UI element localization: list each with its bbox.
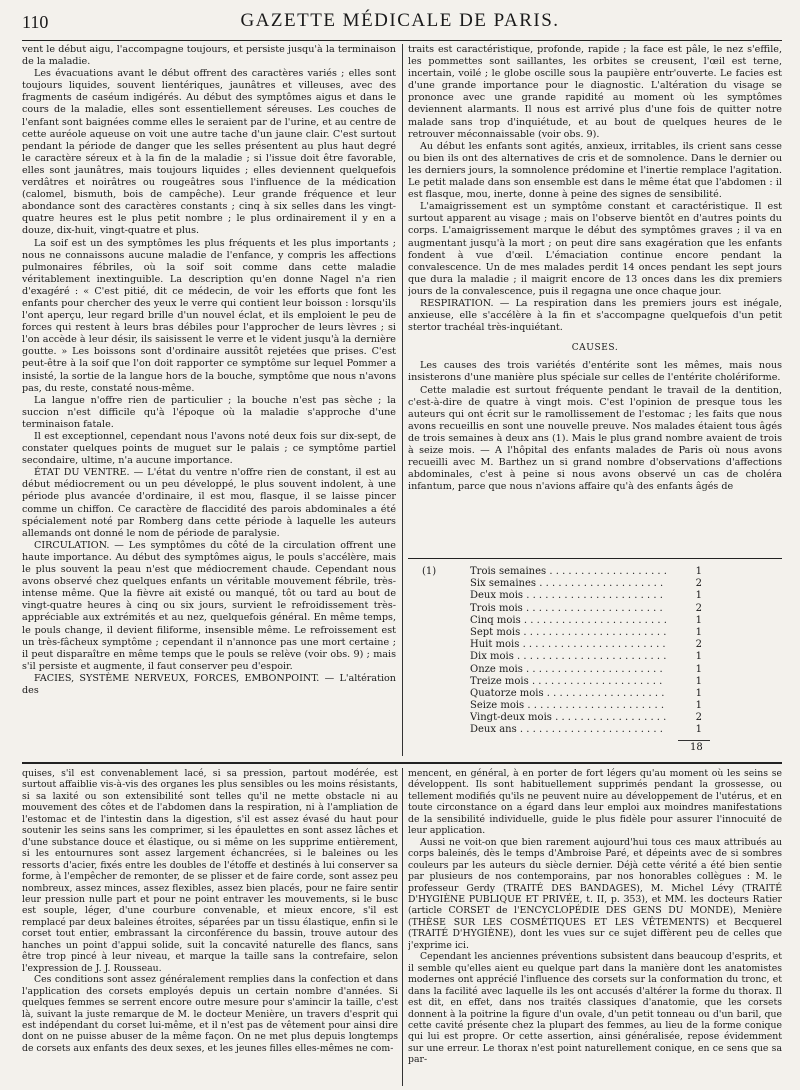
paragraph: Les évacuations avant le début offrent des caractères variés ; elles sont toujours liquides, souvent lientériques, jaunâtres et villeuses, avec des fragments de caséum indigérés. Au début des symptômes aigus et dans le cours de la maladie, elles sont essentiellement séreuses. Les couches de l'enfant sont baignées comme elles le seraient par de l'urine, et au centre de cette auréole aqueuse on voit une autre tache d'un jaune clair. C'est surtout pendant la période de danger que les selles présentent au plus haut degré le caractère séreux et à la fin de la maladie ; si l'issue doit être favorable, elles sont jaunâtres, mais toujours liquides ; elles deviennent quelquefois verdâtres et noirâtres ou rougeâtres sous l'influence de la médication (calomel, bismuth, bois de campêche). Leur grande fréquence et leur abondance sont des caractères constants ; cinq à six selles dans les vingt-quatre heures est le plus petit nombre ; le plus ordinairement il y en a douze, dix-huit, vingt-quatre et plus. — [22, 68, 396, 237]
column-divider — [402, 44, 403, 756]
paragraph: Au début les enfants sont agités, anxieux, irritables, ils crient sans cesse ou bien ils ont des alternatives de cris et de somnolence. Dans le dernier ou les derniers jours, la somnolence prédomine et l'inertie remplace l'agitation. Le petit malade dans son ensemble est dans le même état que l'abdomen : il est flasque, mou, inerte, donne à peine des signes de sensibilité. — [408, 140, 782, 201]
section-rule — [22, 762, 782, 764]
header-rule — [22, 40, 782, 41]
age-table — [422, 566, 722, 737]
right-column — [408, 44, 782, 554]
paragraph: CIRCULATION. — Les symptômes du côté de la circulation offrent une haute importance. Au début des symptômes aigus, le pouls s'accélère, mais le plus souvent la peau n'est que médiocrement chaude. Cependant nous avons observé chez quelques enfants un véritable mouvement fébrile, très-intense même. Que la fièvre ait existé ou manqué, tôt ou tard au bout de vingt-quatre heures à cinq ou six jours, survient le refroidissement très-appréciable aux extrémités et au nez, quelquefois général. En même temps, le pouls change, il devient filiforme, insensible même. Le refroissement est un très-fâcheux symptôme ; cependant il n'annonce pas une mort certaine ; il peut disparaître en même temps que le pouls se relève (voir obs. 9) ; mais s'il persiste et augmente, il faut conserver peu d'espoir. — [22, 539, 396, 672]
paragraph: vent le début aigu, l'accompagne toujours, et persiste jusqu'à la terminaison de la maladie. — [22, 44, 396, 68]
table-row: Trois semaines . . . 1 — [422, 566, 722, 578]
paragraph: Cette maladie est surtout fréquente pendant le travail de la dentition, c'est-à-dire de quatre à vingt mois. C'est l'opinion de presque tous les auteurs qui ont écrit sur le ramollissement de l'estomac ; les faits que nous avons recueillis en sont une nouvelle preuve. Nos malades étaient tous âgés de trois semaines à deux ans (1). Mais le plus grand nombre avaient de trois à seize mois. — A l'hôpital des enfants malades de Paris où nous avons recueilli avec M. Barthez un si grand nombre d'observations d'affections abdominales, c'est à peine si nous avons observé un cas de choléra infantum, parce que nous n'avions affaire qu'à des enfants âgés de — [408, 384, 782, 493]
paragraph: Aussi ne voit-on que bien rarement aujourd'hui tous ces maux attribués au corps baleinés, dès le temps d'Ambroise Paré, et dépeints avec de si sombres couleurs par les auteurs du siècle dernier. Déjà cette vérité a été bien sentie par plusieurs de nos contemporains, par nos honorables collègues : M. le professeur Gerdy (TRAITÉ DES BANDAGES), M. Michel Lévy (TRAITÉ D'HYGIÈNE PUBLIQUE ET PRIVÉE, t. II, p. 353), et MM. les docteurs Ratier (article CORSET de l'ENCYCLOPÉDIE DES GENS DU MONDE), Menière (THÈSE SUR LES COSMÉTIQUES ET LES VÊTEMENTS) et Becquerel (TRAITÉ D'HYGIÈNE), dont les vues sur ce sujet diffèrent peu de celles que j'exprime ici. — [408, 836, 782, 951]
paragraph: mencent, en général, à en porter de fort légers qu'au moment où les seins se développent. Ils sont habituellement supprimés pendant la grossesse, ou tellement modifiés qu'ils ne peuvent nuire au développement de l'utérus, et en toute circonstance on a égard dans leur emploi aux moindres manifestations de la sensibilité individuelle, guide le plus fidèle pour assurer l'innocuité de leur application. — [408, 768, 782, 837]
table-row: Six semaines . . . 2 — [422, 578, 722, 590]
paragraph: RESPIRATION. — La respiration dans les premiers jours est inégale, anxieuse, elle s'accélère à la fin et s'accompagne quelquefois d'un petit stertor trachéal très-inquiétant. — [408, 297, 782, 334]
paragraph: L'amaigrissement est un symptôme constant et caractéristique. Il est surtout apparent au visage ; mais on l'observe bientôt en d'autres points du corps. L'amaigrissement marque le début des symptômes graves ; il va en augmentant jusqu'à la mort ; on peut dire sans exagération que les enfants fondent à vue d'œil. L'émaciation continue encore pendant la convalescence. Un de mes malades perdit 14 onces pendant les sept jours que dura la maladie ; il maigrit encore de 13 onces dans les dix premiers jours de la convalescence, puis il regagna une once chaque jour. — [408, 201, 782, 297]
table-total: 18 — [690, 742, 703, 753]
table-row: Cinq mois . . . 1 — [422, 615, 722, 627]
paragraph: Les causes des trois variétés d'entérite sont les mêmes, mais nous insisterons d'une manière plus spéciale sur celles de l'entérite cholériforme. — [408, 360, 782, 384]
table-row: Onze mois . . . 1 — [422, 664, 722, 676]
left-column — [22, 44, 396, 758]
table-row: Sept mois . . . 1 — [422, 627, 722, 639]
table-row: Quatorze mois . . . 1 — [422, 688, 722, 700]
paragraph: Cependant les anciennes préventions subsistent dans beaucoup d'esprits, et il semble qu'elles aient eu quelque part dans la manière dont les anatomistes modernes ont apprécié l'influence des corsets sur la conformation du tronc, et dans la facilité avec laquelle ils les ont accusés d'altérer la forme du thorax. Il est dit, en effet, dans nos traités classiques d'anatomie, que les corsets donnent à la poitrine la figure d'un ovale, d'un petit tonneau ou d'un baril, que cette cavité présente chez la plupart des femmes, au lieu de la forme conique qui lui est propre. Or cette assertion, ainsi généralisée, repose évidemment sur une erreur. Le thorax n'est point naturellement conique, en ce sens que sa par- — [408, 951, 782, 1066]
paragraph: La soif est un des symptômes les plus fréquents et les plus importants ; nous ne connaissons aucune maladie de l'enfance, y compris les affections pulmonaires fébriles, où la soif soit comme dans cette maladie véritablement inextinguible. La description qu'en donne Nagel n'a rien d'exagéré : « C'est pitié, dit ce médecin, de voir les efforts que font les enfants pour chercher des yeux le verre qui contient leur boisson : lorsqu'ils l'ont aperçu, leur regard brille d'un nouvel éclat, et ils emploient le peu de forces qui restent à leurs bras débiles pour l'approcher de leurs lèvres ; si l'on accède à leur désir, ils saisissent le verre et le vident jusqu'à la dernière goutte. » Les boissons sont d'ordinaire aussitôt rejetées que prises. C'est peut-être à la soif que l'on doit rapporter ce symptôme sur lequel Pommer a insisté, la sortie de la langue hors de la bouche, symptôme que nous n'avons pas, du reste, constaté nous-même. — [22, 237, 396, 394]
section-heading: CAUSES. — [571, 343, 619, 354]
sum-rule — [678, 740, 710, 741]
table-row: Deux ans . . . 1 — [422, 724, 722, 736]
paragraph: FACIES, SYSTÈME NERVEUX, FORCES, EMBONPOINT. — L'altération des — [22, 672, 396, 696]
table-row: Trois mois . . . 2 — [422, 603, 722, 615]
footnote-rule — [408, 558, 782, 559]
paragraph: ÉTAT DU VENTRE. — L'état du ventre n'offre rien de constant, il est au début médiocrement ou un peu développé, le plus souvent indolent, à une période plus avancée d'ordinaire, il est mou, flasque, il se laisse pincer comme un chiffon. Ce caractère de flaccidité des parois abdominales a été spécialement noté par Romberg dans cette période à laquelle les auteurs allemands ont donné le nom de période de paralysie. — [22, 467, 396, 539]
paragraph: quises, s'il est convenablement lacé, si sa pression, partout modérée, est surtout affaiblie vis-à-vis des organes les plus sensibles ou les moins résistants, si sa laxité ou son extensibilité sont telles qu'il ne mette obstacle ni au mouvement des côtes et de l'abdomen dans la respiration, ni à l'ampliation de l'estomac et de l'intestin dans la digestion, s'il est assez évasé du haut pour soutenir les seins sans les comprimer, si les épaulettes en sont assez lâches et d'une substance douce et élastique, ou si même on les supprime entièrement, si les entournures sont assez largement échancrées, si le baleines ou les ressorts d'acier, fixés entre les doubles de l'étoffe et destinés à lui conserver sa forme, à l'empêcher de remonter, de se plisser et de faire corde, sont assez peu nombreux, assez minces, assez flexibles, assez bien placés, pour ne faire sentir leur pression nulle part et pour ne point entraver les mouvements, si le busc est souple, léger, d'une courbure convenable, et mieux encore, s'il est remplacé par deux baleines étroites, séparées par un tissu élastique, enfin si le corset tout entier, embrassant la circonférence du bassin, trouve autour des hanches un point d'appui solide, suit la concavité naturelle des flancs, sans être trop pincé à leur niveau, et marque la taille sans la contrefaire, selon l'expression de J. J. Rousseau. — [22, 768, 398, 974]
paragraph: Il est exceptionnel, cependant nous l'avons noté deux fois sur dix-sept, de constater quelques points de muguet sur le palais ; ce symptôme partiel secondaire, ultime, n'a aucune importance. — [22, 431, 396, 467]
bottom-left-column — [22, 768, 398, 1086]
column-divider — [402, 768, 403, 1086]
table-row: Seize mois . . . 1 — [422, 700, 722, 712]
page-title: GAZETTE MÉDICALE DE PARIS. — [240, 10, 560, 31]
page-header — [14, 8, 786, 36]
page-number: 110 — [22, 12, 49, 32]
table-row: Vingt-deux mois . . . 2 — [422, 712, 722, 724]
table-row: Treize mois . . . 1 — [422, 676, 722, 688]
newspaper-page — [14, 0, 786, 1090]
footnote-marker: (1) — [422, 566, 437, 577]
bottom-right-column — [408, 768, 782, 1086]
paragraph: traits est caractéristique, profonde, rapide ; la face est pâle, le nez s'effile, les pommettes sont saillantes, les orbites se creusent, l'œil est terne, incertain, voilé ; le globe oscille sous la paupière entr'ouverte. Le facies est d'une grande importance pour le diagnostic. L'altération du visage se prononce avec une grande rapidité au moment où les symptômes deviennent alarmants. Il nous est arrivé plus d'une fois de quitter notre malade sans trop d'inquiétude, et au bout de quelques heures de le retrouver méconnaissable (voir obs. 9). — [408, 44, 782, 140]
paragraph: Ces conditions sont assez généralement remplies dans la confection et dans l'application des corsets employés depuis un certain nombre d'années. Si quelques femmes se serrent encore outre mesure pour s'amincir la taille, c'est là, suivant la juste remarque de M. le docteur Menière, un travers d'esprit qui est indépendant du corset lui-même, et il n'est pas de vêtement pour ainsi dire dont on ne puisse abuser de la même façon. On ne met plus depuis longtemps de corsets aux enfants des deux sexes, et les jeunes filles elles-mêmes ne com- — [22, 974, 398, 1054]
paragraph: La langue n'offre rien de particulier ; la bouche n'est pas sèche ; la succion n'est difficile qu'à l'époque où la maladie s'approche d'une terminaison fatale. — [22, 394, 396, 430]
table-row: Dix mois . . . 1 — [422, 651, 722, 663]
table-row: Deux mois . . . 1 — [422, 590, 722, 602]
table-row: Huit mois . . . 2 — [422, 639, 722, 651]
